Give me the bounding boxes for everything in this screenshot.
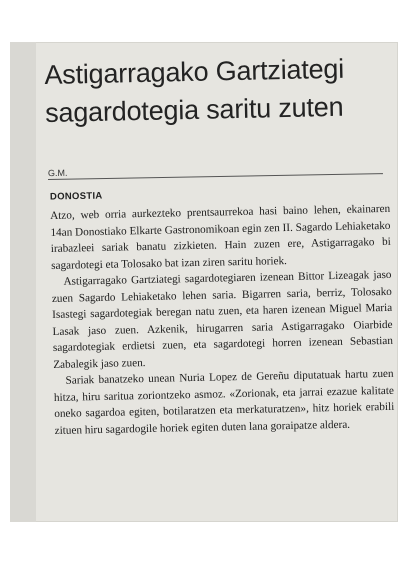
article-headline: Astigarragako Gartziategi sagardotegia saritu zuten bbox=[44, 53, 345, 128]
article-body bbox=[50, 201, 395, 439]
article-location: DONOSTIA bbox=[49, 190, 103, 203]
article-paragraph: Atzo, web orria aurkezteko prentsaurrekoa hasi baino lehen, ekainaren 14an Donostiako Elkarte Gastronomikoan egin zen II. Sagardo Lehiaketako irabazleei sariak banatu zizkieten. Hain zuzen ere, Astigarragako bi sagardotegi eta Tolosako bat izan ziren saritu horiek. bbox=[50, 202, 391, 272]
article-paragraph: Astigarragako Gartziategi sagardotegiaren izenean Bittor Lizeagak jaso zuen Sagardo Lehiaketako lehen saria. Bigarren saria, berriz, Tolosako Isastegi sagardotegiak beregan natu zuen, eta haren izenean Miguel Maria Lasak jaso zuen. Azkenik, hirugarren saria Astigarragako Oiarbide sagardotegiak erdietsi zuen, eta sagardotegi horren izenean Sebastian Zabalegik jaso zuen. bbox=[51, 268, 393, 371]
article-byline: G.M. bbox=[47, 167, 68, 179]
article-paragraph: Sariak banatzeko unean Nuria Lopez de Gereñu diputatuak hartu zuen hitza, hiru saritua zoriontzeko asmoz. «Zorionak, eta jarrai ezazue kalitate oneko sagardoa egiten, botilaratzen eta merkaturatzen», hitz horiek erabili zituen hiru sagardogile horiek egiten duten lana goraipatze aldera. bbox=[53, 367, 395, 437]
page-gutter bbox=[10, 42, 36, 522]
